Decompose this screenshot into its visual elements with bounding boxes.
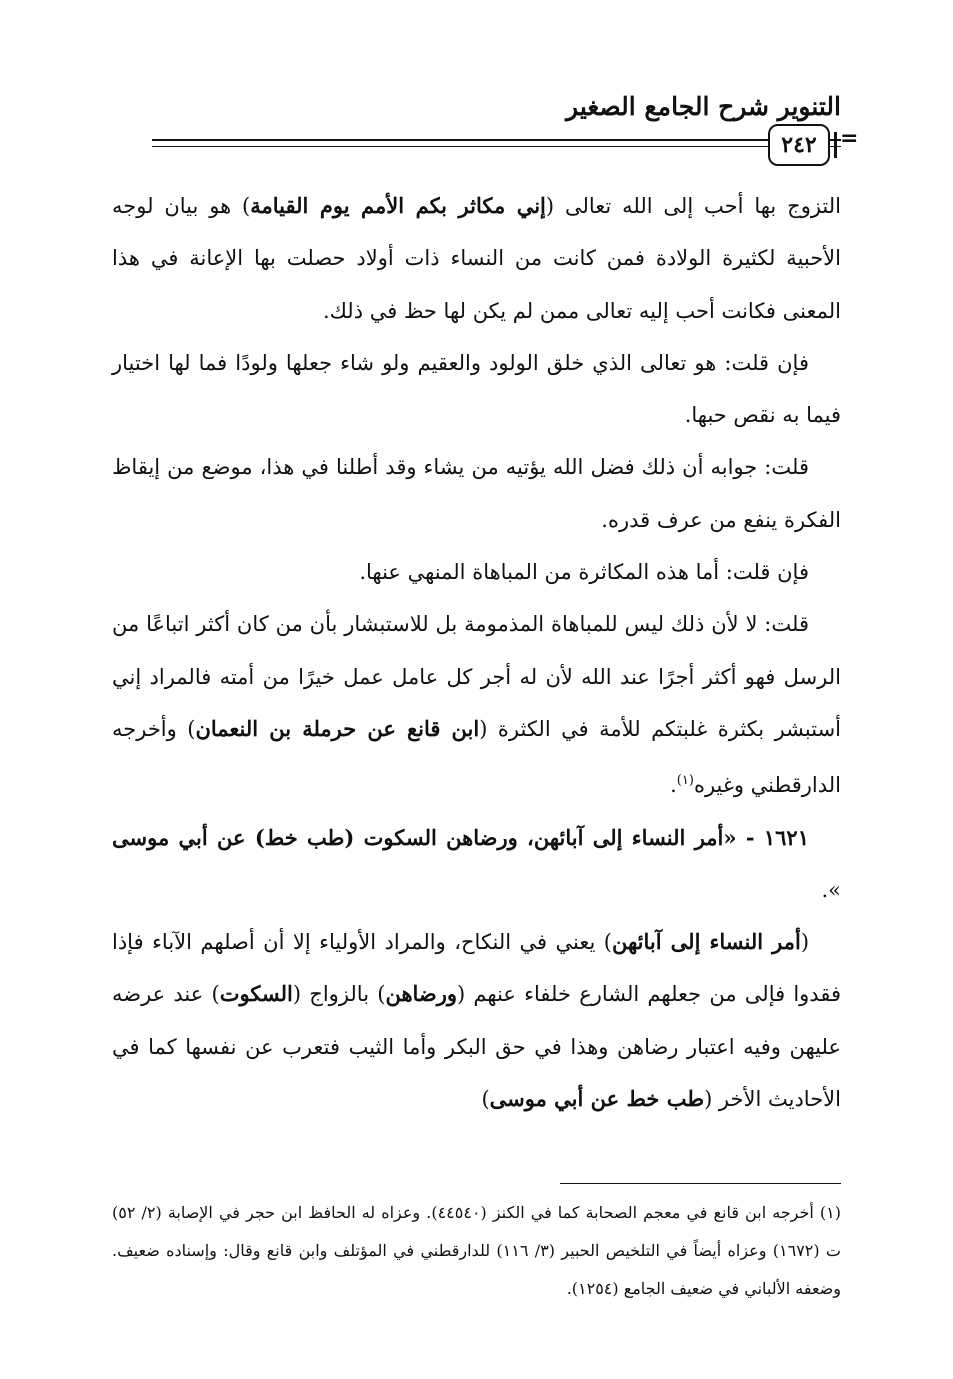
page-header-title: التنوير شرح الجامع الصغير xyxy=(566,92,841,121)
footnote xyxy=(112,1194,841,1308)
text-run: ». xyxy=(821,877,841,902)
page-number-bar xyxy=(834,132,837,158)
footnote-divider xyxy=(560,1183,841,1184)
source-citation: طب خط عن أبي موسى xyxy=(489,1086,705,1112)
bold-phrase: ورضاهن xyxy=(385,981,458,1007)
source-citation: ابن قانع عن حرملة بن النعمان xyxy=(195,715,480,741)
footnote-text: (١) أخرجه ابن قانع في معجم الصحابة كما في الكنز (٤٤٥٤٠). وعزاه له الحافظ ابن حجر في الإصابة (٢/ ٥٢) ت (١٦٧٢) وعزاه أيضاً في التلخيص الحبير (٣/ ١١٦) للدارقطني في المؤتلف وابن قانع وقال: وإسناده ضعيف. وضعفه الألباني في ضعيف الجامع (١٢٥٤). xyxy=(112,1203,842,1298)
text-run: قلت: لا لأن ذلك ليس للمباهاة المذمومة بل للاستبشار بأن من كان أكثر اتباعًا من الرسل فهو أكثر أجرًا عند الله لأن له أجر كل عامل عمل خيرًا من أمته فالمراد إني أستبشر بكثرة غلبتكم للأمة في الكثرة ( xyxy=(112,612,842,741)
paragraph-3: قلت: جوابه أن ذلك فضل الله يؤتيه من يشاء وقد أطلنا في هذا، موضع من إيقاظ الفكرة ينفع من عرف قدره. xyxy=(112,455,841,532)
text-run: ) xyxy=(481,1087,490,1112)
paragraph-2: فإن قلت: هو تعالى الذي خلق الولود والعقيم ولو شاء جعلها ولودًا فما لها اختيار فيما به نقص حبها. xyxy=(112,350,841,428)
main-text xyxy=(112,180,841,1125)
bold-phrase: السكوت xyxy=(219,981,293,1007)
page-number-marker: = xyxy=(840,126,859,151)
text-run: . xyxy=(670,773,677,798)
paragraph-4: فإن قلت: أما هذه المكاثرة من المباهاة المنهي عنها. xyxy=(359,560,809,585)
text-run: ) يعني في النكاح، والمراد الأولياء إلا أن أصلهم الآباء فإذا فقدوا فإلى من جعلهم الشارع خلفاء عنهم ( xyxy=(112,930,841,1007)
page-number: ٢٤٢ xyxy=(768,124,830,166)
header-rule-thin xyxy=(152,146,841,147)
text-run: التزوج بها أحب إلى الله تعالى ( xyxy=(545,194,841,218)
bold-phrase: أمر النساء إلى آبائهن xyxy=(612,929,801,955)
header-rule-thick xyxy=(152,139,841,141)
text-run: ( xyxy=(800,930,810,955)
text-run: ) بالزواج ( xyxy=(292,982,386,1007)
text-run: ) هو بيان لوجه الأحبية لكثيرة الولادة فمن كانت من النساء ذات أولاد حصلت بها الإعانة في هذا المعنى فكانت أحب إليه تعالى ممن لم يكن لها حظ في ذلك. xyxy=(112,194,841,323)
paragraph-5 xyxy=(112,598,841,811)
paragraph-7 xyxy=(112,916,841,1125)
hadith-number: ١٦٢١ - « xyxy=(723,824,809,850)
text-run: ) عند عرضه عليهن وفيه اعتبار رضاهن وهذا في حق البكر وأما الثيب فتعرب عن نفسها كما في الأحاديث الأخر ( xyxy=(112,982,841,1112)
footnote-marker: (١) xyxy=(676,773,694,789)
hadith-text: أمر النساء إلى آبائهن، ورضاهن السكوت (طب خط) عن أبي موسى xyxy=(112,824,724,850)
hadith-quote: إني مكاثر بكم الأمم يوم القيامة xyxy=(250,193,546,218)
text-run: ) وأخرجه الدارقطني وغيره xyxy=(112,716,841,798)
paragraph-1 xyxy=(112,180,841,337)
hadith-entry xyxy=(112,812,841,917)
